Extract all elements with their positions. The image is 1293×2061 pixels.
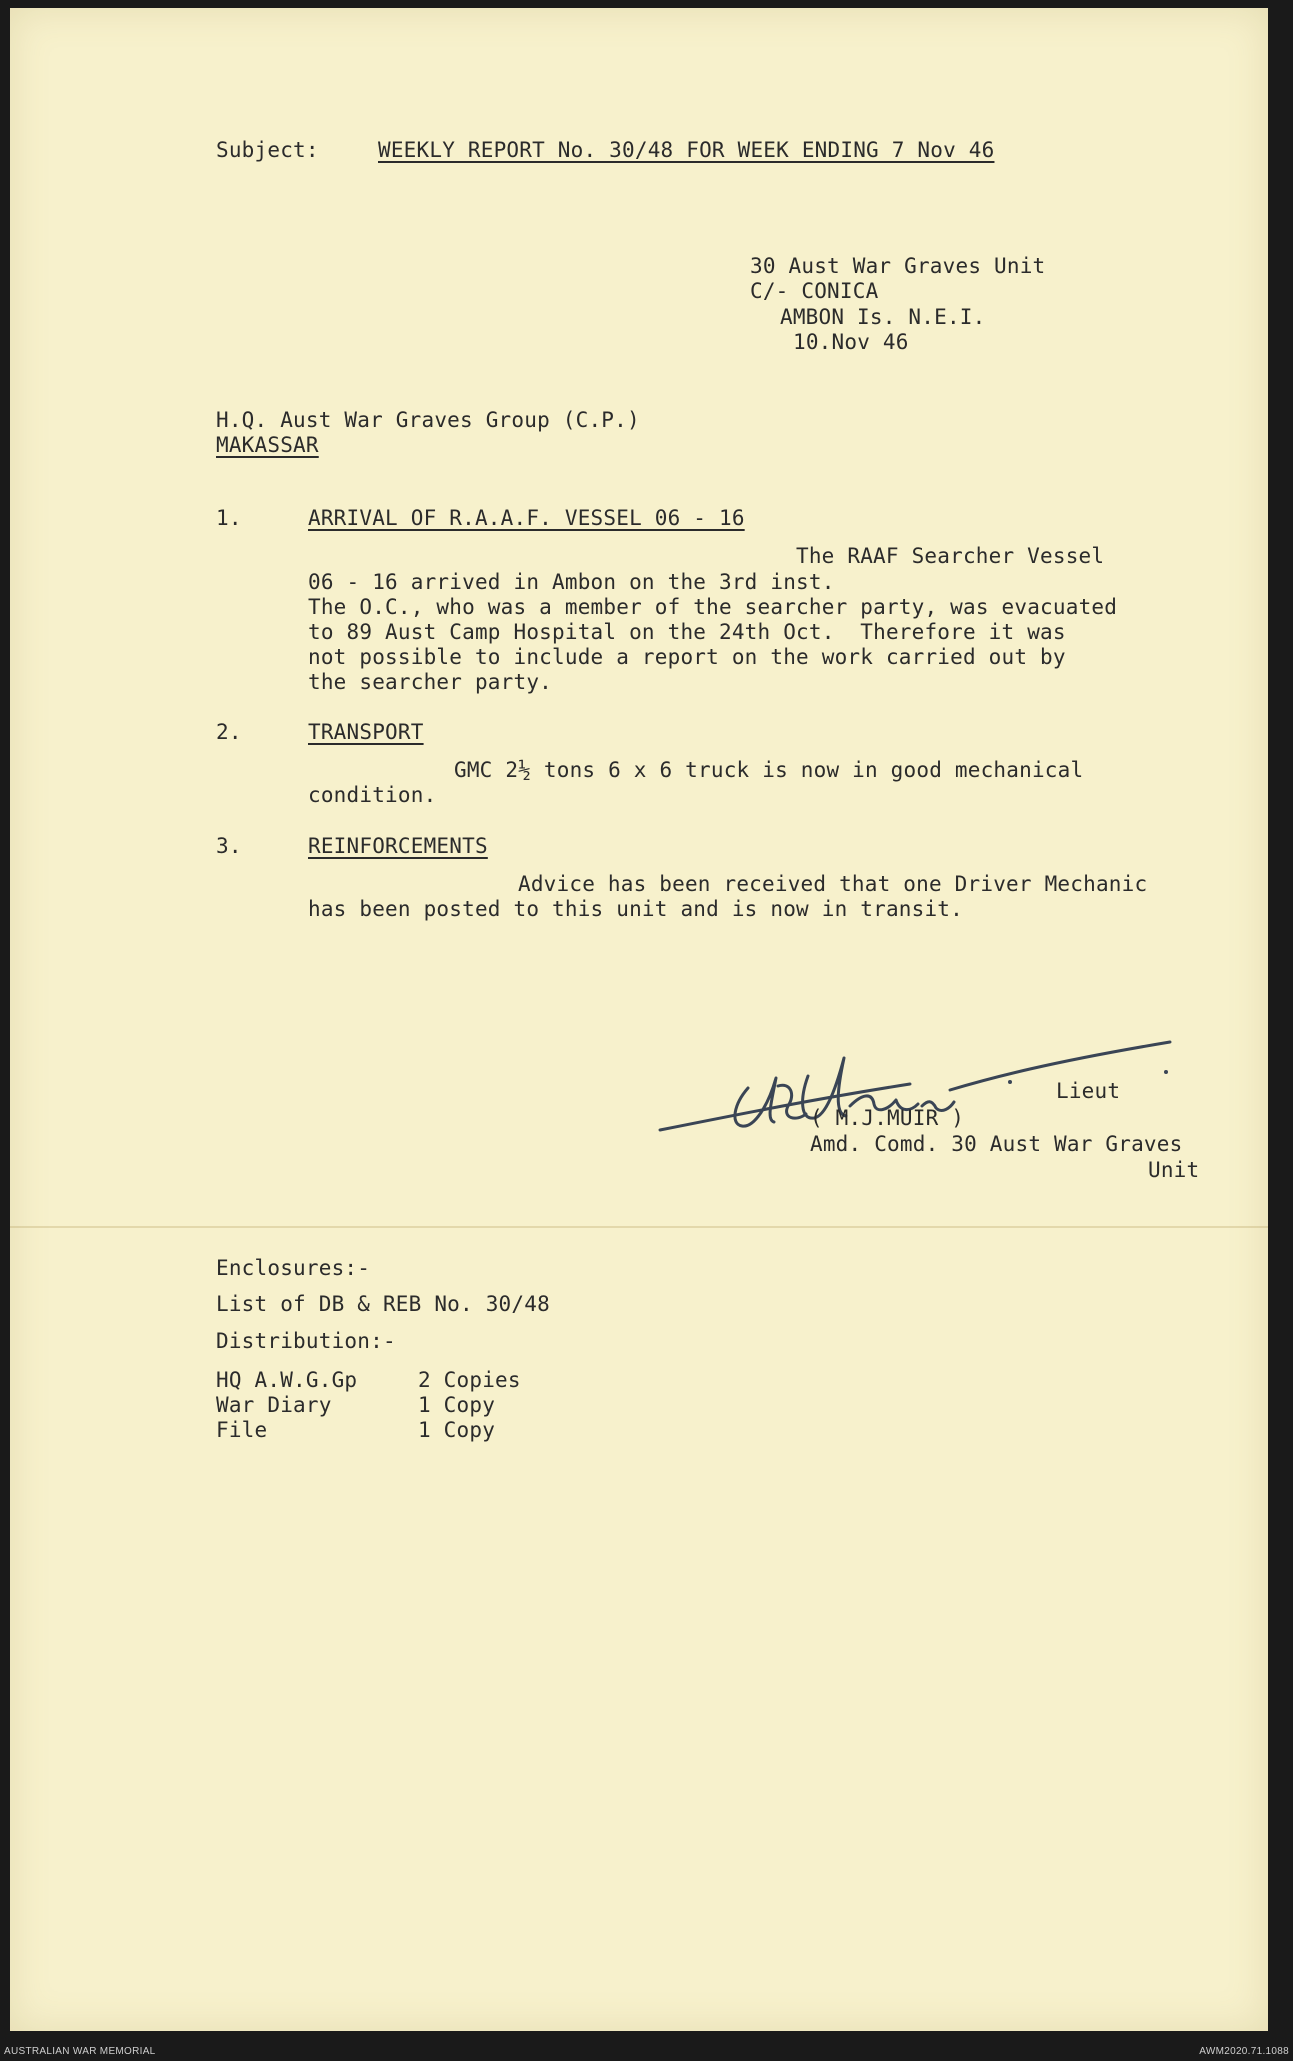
section-3-heading: REINFORCEMENTS [308,834,488,858]
distribution-recipient: File [216,1418,268,1442]
distribution-recipient: HQ A.W.G.Gp [216,1368,358,1392]
distribution-recipient: War Diary [216,1393,332,1417]
distribution-copies: 2 Copies [418,1368,521,1392]
section-1-line: The O.C., who was a member of the searcher party, was evacuated [308,595,1118,619]
section-1-line: to 89 Aust Camp Hospital on the 24th Oct. Therefore it was [308,620,1066,644]
section-2-heading: TRANSPORT [308,720,424,744]
section-1-number: 1. [216,506,242,530]
signature-title: Amd. Comd. 30 Aust War Graves [810,1132,1183,1156]
recipient-location: MAKASSAR [216,433,319,457]
section-2-line: GMC 2½ tons 6 x 6 truck is now in good mechanical [454,758,1084,782]
sender-location: AMBON Is. N.E.I. [780,305,986,329]
section-1-line: 06 - 16 arrived in Ambon on the 3rd inst. [308,570,835,594]
sender-care-of: C/- CONICA [750,279,879,303]
subject-label: Subject: [216,138,319,162]
distribution-copies: 1 Copy [418,1418,496,1442]
distribution-copies: 1 Copy [418,1393,496,1417]
signature-title-unit: Unit [1148,1158,1200,1182]
section-2-number: 2. [216,720,242,744]
section-1-line: The RAAF Searcher Vessel [796,544,1105,568]
subject-title: WEEKLY REPORT No. 30/48 FOR WEEK ENDING 7 Nov 46 [378,138,995,162]
section-3-line: Advice has been received that one Driver Mechanic [518,872,1148,896]
signature-rank: Lieut [1056,1079,1121,1103]
sender-unit: 30 Aust War Graves Unit [750,254,1046,278]
footer-source: AUSTRALIAN WAR MEMORIAL [4,2046,156,2057]
document-page [10,8,1268,2031]
section-2-line: condition. [308,783,437,807]
enclosures-item: List of DB & REB No. 30/48 [216,1292,550,1316]
section-1-line: the searcher party. [308,670,553,694]
section-1-line: not possible to include a report on the work carried out by [308,645,1066,669]
section-1-heading: ARRIVAL OF R.A.A.F. VESSEL 06 - 16 [308,506,745,530]
section-3-number: 3. [216,834,242,858]
paper-fold [10,1226,1268,1228]
distribution-label: Distribution:- [216,1329,396,1353]
sender-date: 10.Nov 46 [793,330,909,354]
section-3-line: has been posted to this unit and is now in transit. [308,897,963,921]
signature-name: ( M.J.MUIR ) [810,1106,965,1130]
footer-accession-number: AWM2020.71.1088 [1199,2046,1289,2057]
enclosures-label: Enclosures:- [216,1256,371,1280]
recipient-name: H.Q. Aust War Graves Group (C.P.) [216,408,640,432]
